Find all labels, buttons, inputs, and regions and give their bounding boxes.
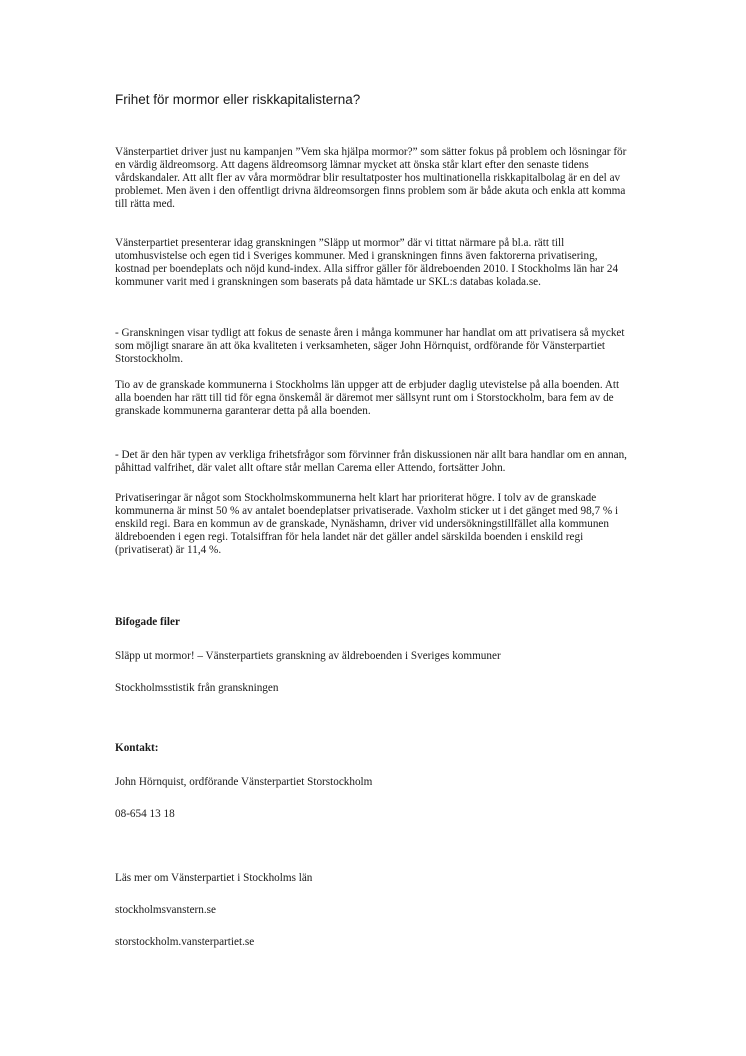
document-title: Frihet för mormor eller riskkapitalisterna?: [115, 92, 361, 107]
paragraph-outdoor-time: Tio av de granskade kommunerna i Stockholms län uppger att de erbjuder daglig utevistelse på alla boenden. Att alla boenden har rätt till tid för egna önskemål är däremot mer sällsynt runt om i Storstockholm, bara fem av de granskade kommunerna garanterar detta på alla boenden.: [115, 379, 620, 418]
paragraph-privatisation-stats: Privatiseringar är något som Stockholmskommunerna helt klart har prioriterat högre. I tolv av de granskade kommunerna är minst 50 % av antalet boendeplatser privatiserade. Vaxholm sticker ut i det gänget med 98,7 % i enskild regi. Bara en kommun av de granskade, Nynäshamn, driver vid undersökningstillfället alla kommunen äldreboenden i egen regi. Totalsiffran för hela landet när det gäller andel särskilda boenden i enskild regi (privatiserat) är 11,4 %.: [115, 492, 619, 557]
attachment-link-statistics[interactable]: Stockholmsstistik från granskningen: [115, 682, 279, 694]
paragraph-quote-privatisation: - Granskningen visar tydligt att fokus de senaste åren i många kommuner har handlat om att privatisera så mycket som möjligt snarare än att öka kvaliteten i verksamheten, säger John Hörnquist, ordförande för Vänsterpartiet Storstockholm.: [115, 327, 625, 366]
link-stockholmsvanstern[interactable]: stockholmsvanstern.se: [115, 904, 216, 916]
read-more-text: Läs mer om Vänsterpartiet i Stockholms län: [115, 872, 313, 884]
attachments-heading: Bifogade filer: [115, 616, 180, 628]
contact-heading: Kontakt:: [115, 742, 159, 754]
paragraph-quote-freedom: - Det är den här typen av verkliga frihetsfrågor som förvinner från diskussionen när allt bara handlar om en annan, påhittad valfrihet, där valet allt oftare står mellan Carema eller Attendo, fortsätter John.: [115, 449, 627, 475]
paragraph-campaign: Vänsterpartiet driver just nu kampanjen ”Vem ska hjälpa mormor?” som sätter fokus på problem och lösningar för en värdig äldreomsorg. Att dagens äldreomsorg lämnar mycket att önska står klart efter den senaste tidens vårdskandaler. Att allt fler av våra mormödrar blir resultatposter hos multinationella riskkapitalbolag är en del av problemet. Men även i den offentligt drivna äldreomsorgen finns problem som är både akuta och enkla att komma till rätta med.: [115, 146, 627, 211]
link-storstockholm[interactable]: storstockholm.vansterpartiet.se: [115, 936, 255, 948]
attachment-link-report[interactable]: Släpp ut mormor! – Vänsterpartiets granskning av äldreboenden i Sveriges kommuner: [115, 650, 501, 662]
paragraph-review: Vänsterpartiet presenterar idag granskningen ”Släpp ut mormor” där vi tittat närmare på bl.a. rätt till utomhusvistelse och egen tid i Sveriges kommuner. Med i granskningen finns även faktorerna privatisering, kostnad per boendeplats och nöjd kund-index. Alla siffror gäller för äldreboenden 2010. I Stockholms län har 24 kommuner varit med i granskningen som baserats på data hämtade ur SKL:s databas kolada.se.: [115, 237, 619, 289]
contact-phone: 08-654 13 18: [115, 808, 175, 820]
contact-name: John Hörnquist, ordförande Vänsterpartiet Storstockholm: [115, 776, 373, 788]
